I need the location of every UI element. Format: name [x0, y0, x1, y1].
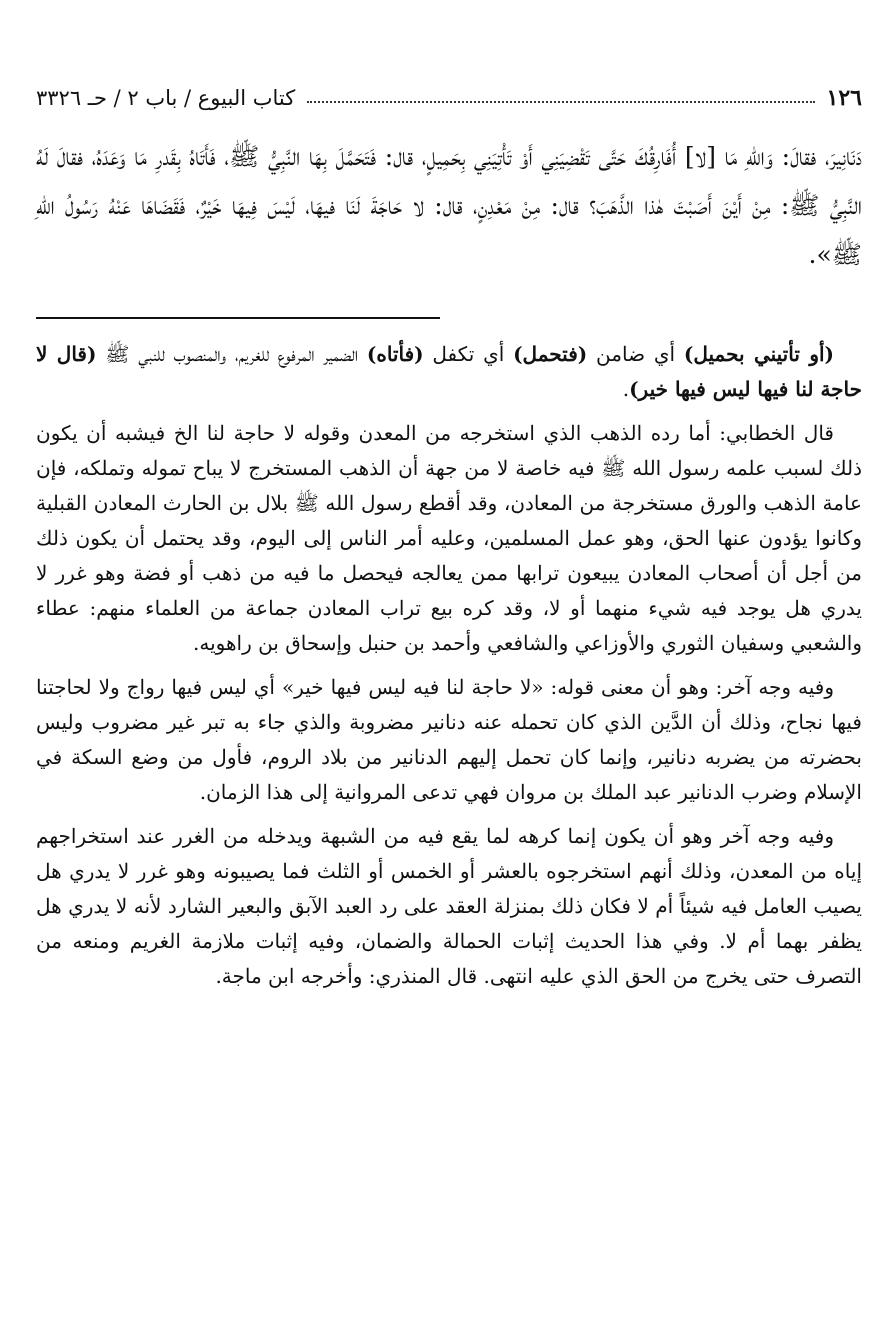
footnote-divider — [36, 317, 440, 319]
page-number: ١٢٦ — [826, 85, 862, 111]
header-dotted-leader — [307, 101, 814, 103]
commentary-paragraph-glossary — [36, 337, 862, 407]
book-chapter-reference: كتاب البيوع / باب ٢ / حـ ٣٣٢٦ — [36, 86, 296, 110]
hadith-text: دَنَانِيرَ، فقالَ: وَاللهِ مَا [لا] أُفَارِقُكَ حَتَّى تَقْضِيَنِي أَوْ تَأْتِيَنِي بِحَمِيلٍ، قال: فَتَحَمَّلَ بِهَا النَّبِيُّ ﷺ، فَأَتَاهُ بِقَدرِ مَا وَعَدَهُ، فقالَ لَهُ النَّبِيُّ ﷺ: مِنْ أَيْنَ أَصَبْتَ هٰذا الذَّهَبَ؟ قال: مِنْ مَعْدِنٍ، قال: لا حَاجَةَ لَنَا فيهَا، لَيْسَ فِيهَا خَيْرٌ، فَقَضَاهَا عَنْهُ رَسُولُ اللهِ ﷺ». — [36, 142, 862, 269]
commentary-paragraph-khattabi: قال الخطابي: أما رده الذهب الذي استخرجه من المعدن وقوله لا حاجة لنا الخ فيشبه أن يكون ذلك لسبب علمه رسول الله ﷺ فيه خاصة لا من جهة أن الذهب المستخرج لا يباح تموله وتملكه، فإن عامة الذهب والورق مستخرجة من المعادن، وقد أقطع رسول الله ﷺ بلال بن الحارث المعادن القبلية وكانوا يؤدون عنها الحق، وهو عمل المسلمين، وعليه أمر الناس إلى اليوم، وقد يحتمل أن يكون ذلك من أجل أن أصحاب المعادن يبيعون ترابها ممن يعالجه فيحصل ما فيه من ذهب أو فضة وهو غرر لا يدري هل يوجد فيه شيء منهما أو لا، وقد كره بيع تراب المعادن جماعة من العلماء منهم: عطاء والشعبي وسفيان الثوري والأوزاعي والشافعي وأحمد بن حنبل وإسحاق بن راهويه. — [36, 421, 862, 655]
commentary-block — [36, 337, 862, 994]
gloss-text: أي تكفل — [423, 342, 514, 366]
quoted-phrase: (قال لا حاجة لنا فيها ليس فيها خير) — [36, 342, 862, 401]
hadith-text-block — [36, 132, 862, 279]
commentary-paragraph-third-view: وفيه وجه آخر وهو أن يكون إنما كرهه لما يقع فيه من الشبهة ويدخله من الغرر عند استخراجهم إياه من المعدن، وذلك أنهم استخرجوه بالعشر أو الخمس أو الثلث فما يصيبونه وهو غرر لا يدري هل يصيب العامل فيه شيئاً أم لا فكان ذلك بمنزلة العقد على رد العبد الآبق والبعير الشارد لأنه لا يدري هل يظفر بهما أم لا. وفي هذا الحديث إثبات الحمالة والضمان، وفيه إثبات ملازمة الغريم ومنعه من التصرف حتى يخرج من الحق الذي عليه انتهى. قال المنذري: وأخرجه ابن ماجة. — [36, 824, 863, 988]
commentary-paragraph-second-view: وفيه وجه آخر: وهو أن معنى قوله: «لا حاجة لنا فيه ليس فيها خير» أي ليس فيها رواج ولا لحاجتنا فيها نجاح، وذلك أن الدَّين الذي كان تحمله عنه دنانير مضروبة والذي جاء به تبر غير مضروب وليس بحضرته من يضربه دنانير، وإنما كان تحمل إليهم الدنانير من بلاد الروم، فأول من وضع السكة في الإسلام وضرب الدنانير عبد الملك بن مروان فهي تدعى المروانية إلى هذا الزمان. — [36, 675, 862, 804]
book-page — [36, 78, 862, 1003]
gloss-text: أي ضامن — [587, 342, 684, 366]
running-header — [36, 78, 862, 118]
gloss-text: الضمير المرفوع للغريم، والمنصوب للنبي ﷺ — [96, 342, 367, 366]
gloss-text: . — [622, 377, 630, 401]
quoted-phrase: (فأتاه) — [366, 342, 424, 366]
quoted-phrase: (أو تأتيني بحميل) — [683, 342, 834, 366]
quoted-phrase: (فتحمل) — [513, 342, 588, 366]
